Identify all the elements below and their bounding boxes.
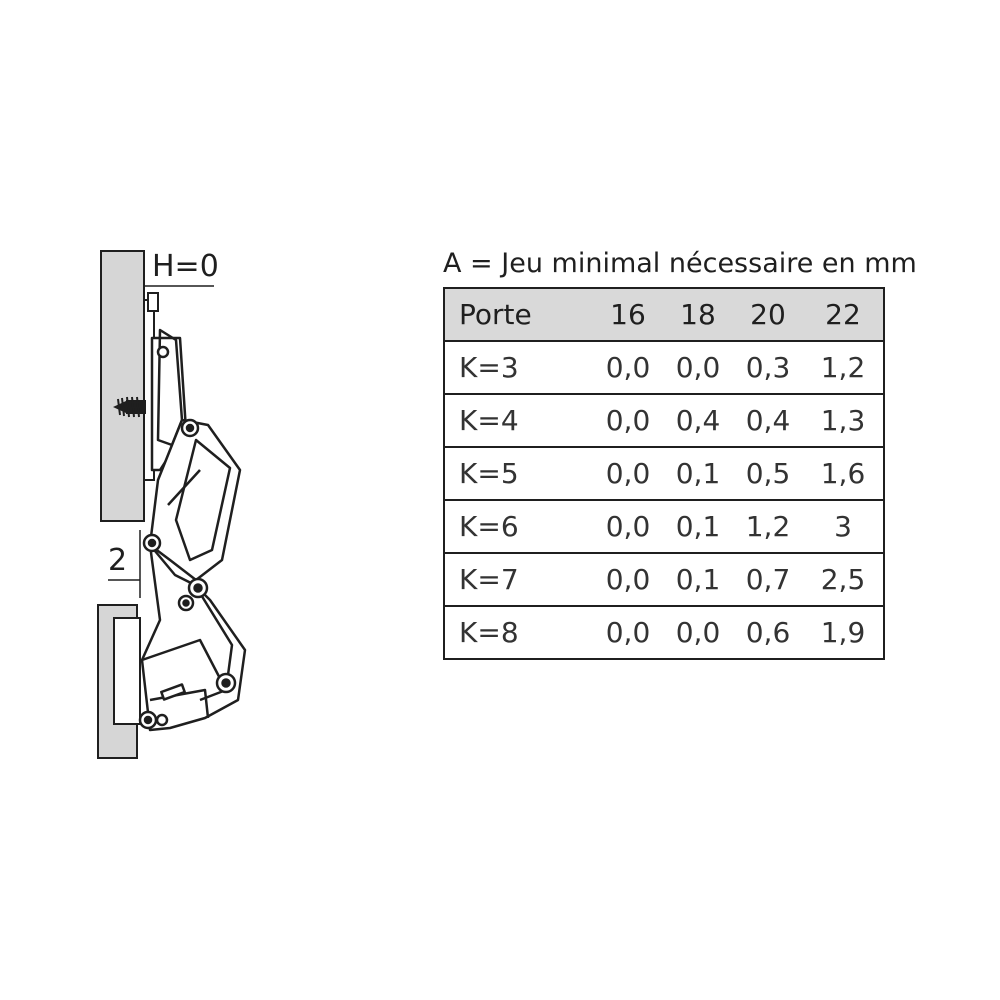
door-cup-recess bbox=[114, 618, 140, 724]
clearance-cell: 0,0 bbox=[663, 341, 733, 394]
table-row bbox=[444, 553, 884, 606]
table-row bbox=[444, 500, 884, 553]
clearance-cell: 1,6 bbox=[803, 447, 884, 500]
clearance-cell: 0,1 bbox=[663, 447, 733, 500]
clearance-cell: 0,0 bbox=[593, 447, 663, 500]
hinge-arm bbox=[142, 330, 245, 730]
clearance-cell: 0,1 bbox=[663, 553, 733, 606]
clearance-cell: 0,4 bbox=[733, 394, 803, 447]
clearance-cell: 0,0 bbox=[593, 606, 663, 659]
k-value-cell: K=8 bbox=[444, 606, 593, 659]
clearance-cell: 1,2 bbox=[803, 341, 884, 394]
k-value-cell: K=7 bbox=[444, 553, 593, 606]
k-value-cell: K=5 bbox=[444, 447, 593, 500]
clearance-cell: 0,1 bbox=[663, 500, 733, 553]
gap-dimension-label: 2 bbox=[108, 543, 128, 578]
mounting-plate-tab bbox=[148, 293, 158, 311]
clearance-cell: 0,5 bbox=[733, 447, 803, 500]
column-header: 16 bbox=[593, 288, 663, 341]
clearance-cell: 1,9 bbox=[803, 606, 884, 659]
clearance-cell: 1,3 bbox=[803, 394, 884, 447]
table-row bbox=[444, 447, 884, 500]
table-header-row bbox=[444, 288, 884, 341]
table-title: A = Jeu minimal nécessaire en mm bbox=[443, 248, 917, 279]
clearance-cell: 0,0 bbox=[593, 553, 663, 606]
column-header: 22 bbox=[803, 288, 884, 341]
column-header: 20 bbox=[733, 288, 803, 341]
clearance-cell: 0,0 bbox=[663, 606, 733, 659]
h-dimension-label: H=0 bbox=[152, 249, 219, 284]
cabinet-side-panel bbox=[101, 251, 144, 521]
clearance-cell: 0,0 bbox=[593, 500, 663, 553]
clearance-cell: 0,0 bbox=[593, 394, 663, 447]
clearance-cell: 1,2 bbox=[733, 500, 803, 553]
clearance-cell: 0,6 bbox=[733, 606, 803, 659]
clearance-cell: 2,5 bbox=[803, 553, 884, 606]
table-row bbox=[444, 341, 884, 394]
column-header: 18 bbox=[663, 288, 733, 341]
k-value-cell: K=6 bbox=[444, 500, 593, 553]
table-row bbox=[444, 394, 884, 447]
clearance-cell: 0,7 bbox=[733, 553, 803, 606]
k-value-cell: K=3 bbox=[444, 341, 593, 394]
clearance-cell: 0,3 bbox=[733, 341, 803, 394]
k-value-cell: K=4 bbox=[444, 394, 593, 447]
clearance-cell: 0,0 bbox=[593, 341, 663, 394]
clearance-cell: 3 bbox=[803, 500, 884, 553]
clearance-cell: 0,4 bbox=[663, 394, 733, 447]
table-row bbox=[444, 606, 884, 659]
clearance-table bbox=[443, 287, 885, 660]
door-thickness-header: Porte bbox=[444, 288, 593, 341]
